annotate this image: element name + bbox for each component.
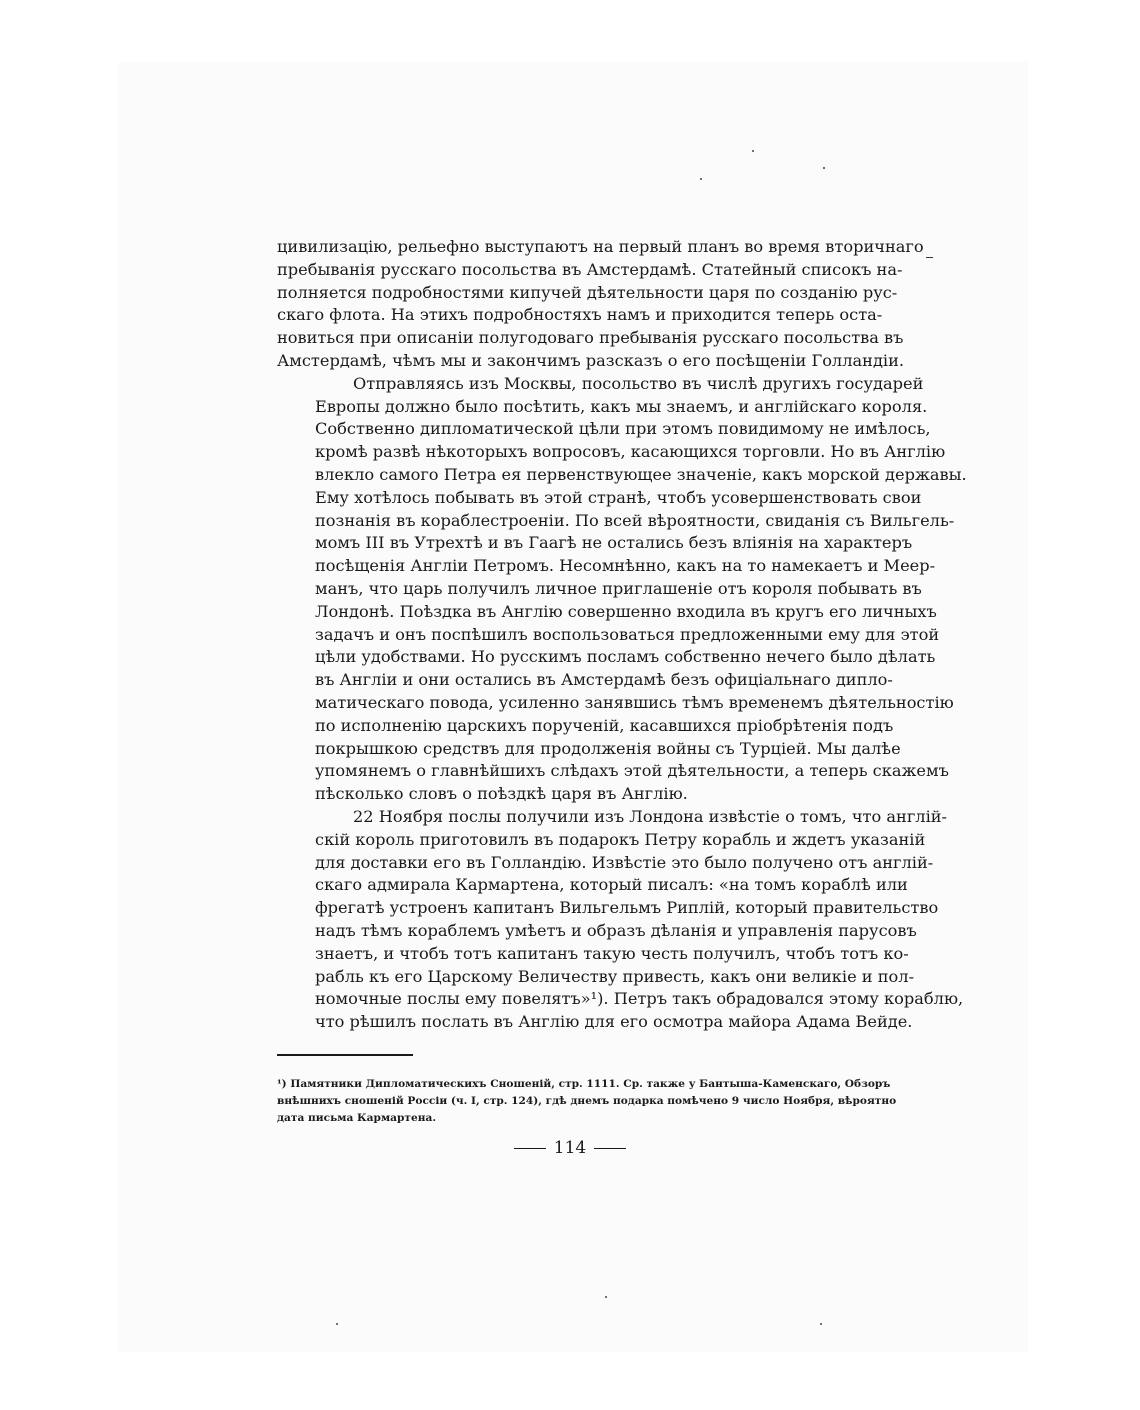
paragraph: [277, 373, 967, 806]
text-line: Амстердамѣ, чѣмъ мы и закончимъ разсказъ о его посѣщеніи Голландіи.: [277, 350, 905, 370]
footnote-line: внѣшнихъ сношеній Россіи (ч. I, стр. 124), гдѣ днемъ подарка помѣчено 9 число Ноября, вѣроятно: [277, 1095, 897, 1107]
folio-dash-right: [594, 1148, 626, 1149]
text-line: задачъ и онъ поспѣшилъ воспользоваться предложенными ему для этой: [315, 624, 940, 644]
page-number-value: 114: [553, 1138, 587, 1158]
text-line: скій король приготовилъ въ подарокъ Петру корабль и ждетъ указаній: [315, 829, 926, 849]
text-line: скаго флота. На этихъ подробностяхъ намъ и приходится теперь оста-: [277, 305, 883, 325]
text-line: Европы должно было посѣтить, какъ мы знаемъ, и англійскаго короля.: [315, 396, 928, 416]
page-number: [508, 1138, 632, 1158]
text-line: Отправляясь изъ Москвы, посольство въ числѣ другихъ государей: [353, 373, 924, 393]
text-line: влекло самого Петра ея первенствующее значеніе, какъ морской державы.: [315, 464, 967, 484]
text-line: матическаго повода, усиленно занявшись тѣмъ временемъ дѣятельностію: [315, 692, 954, 712]
footnote-line: дата письма Кармартена.: [277, 1112, 437, 1124]
text-line: момъ III въ Утрехтѣ и въ Гаагѣ не остались безъ вліянія на характеръ: [315, 533, 913, 553]
text-line: скаго адмирала Кармартена, который писалъ: «на томъ кораблѣ или: [315, 875, 908, 895]
footnote-separator: [277, 1054, 413, 1056]
text-line: Лондонѣ. Поѣздка въ Англію совершенно входила въ кругъ его личныхъ: [315, 601, 937, 621]
text-line: фрегатѣ устроенъ капитанъ Вильгельмъ Риплій, который правительство: [315, 898, 939, 918]
text-line: для доставки его въ Голландію. Извѣстіе это было получено отъ англій-: [315, 852, 934, 872]
text-line: пребыванія русскаго посольства въ Амстердамѣ. Статейный списокъ на-: [277, 259, 903, 279]
footnote-line: ¹) Памятники Дипломатическихъ Сношеній, стр. 1111. Ср. также у Бантыша-Каменскаго, Обзоръ: [277, 1078, 891, 1090]
folio-dash-left: [514, 1148, 546, 1149]
text-line: упомянемъ о главнѣйшихъ слѣдахъ этой дѣятельности, а теперь скажемъ: [315, 761, 949, 781]
text-line: Ему хотѣлось побывать въ этой странѣ, чтобъ усовершенствовать свои: [315, 487, 922, 507]
paragraph: [277, 236, 924, 373]
footnote: [277, 1076, 897, 1127]
text-line: Собственно дипломатической цѣли при этомъ повидимому не имѣлось,: [315, 419, 931, 439]
scan-speck: [700, 178, 702, 180]
scan-speck: [820, 1323, 822, 1325]
scan-speck: [336, 1323, 338, 1325]
text-line: 22 Ноября послы получили изъ Лондона извѣстіе о томъ, что англій-: [353, 806, 948, 826]
text-line: полняется подробностями кипучей дѣятельности царя по созданію рус-: [277, 282, 898, 302]
text-line: знаетъ, и чтобъ тотъ капитанъ такую честь получилъ, чтобъ тотъ ко-: [315, 943, 909, 963]
scan-speck: [605, 1296, 607, 1298]
text-line: новиться при описаніи полугодоваго пребыванія русскаго посольства въ: [277, 328, 904, 348]
text-line: что рѣшилъ послать въ Англію для его осмотра майора Адама Вейде.: [315, 1012, 913, 1032]
scan-speck: [752, 150, 754, 152]
text-line: манъ, что царь получилъ личное приглашеніе отъ короля побывать въ: [315, 578, 922, 598]
text-line: покрышкою средствъ для продолженія войны съ Турціей. Мы далѣе: [315, 738, 901, 758]
text-line: номочные послы ему повелятъ»¹). Петръ такъ обрадовался этому кораблю,: [315, 989, 964, 1009]
text-line: надъ тѣмъ кораблемъ умѣетъ и образъ дѣланія и управленія парусовъ: [315, 920, 917, 940]
paragraph: [277, 806, 964, 1034]
text-line: пѣсколько словъ о поѣздкѣ царя въ Англію.: [315, 784, 688, 804]
text-line: цивилизацію, рельефно выступаютъ на первый планъ во время вторичнаго: [277, 237, 924, 256]
text-line: въ Англіи и они остались въ Амстердамѣ безъ офиціальнаго дипло-: [315, 670, 893, 690]
scan-speck: [823, 167, 825, 169]
text-line: рабль къ его Царскому Величеству привесть, какъ они великіе и пол-: [315, 966, 915, 986]
text-line: цѣли удобствами. Но русскимъ посламъ собственно нечего было дѣлать: [315, 647, 936, 667]
text-line: кромѣ развѣ нѣкоторыхъ вопросовъ, касающихся торговли. Но въ Англію: [315, 442, 946, 462]
text-line: познанія въ кораблестроеніи. По всей вѣроятности, свиданія съ Вильгель-: [315, 510, 955, 530]
text-line: посѣщенія Англіи Петромъ. Несомнѣнно, какъ на то намекаетъ и Меер-: [315, 556, 936, 576]
body-text: [277, 236, 967, 1034]
text-line: по исполненію царскихъ порученій, касавшихся пріобрѣтенія подъ: [315, 715, 894, 735]
scan-mark: [926, 257, 933, 258]
